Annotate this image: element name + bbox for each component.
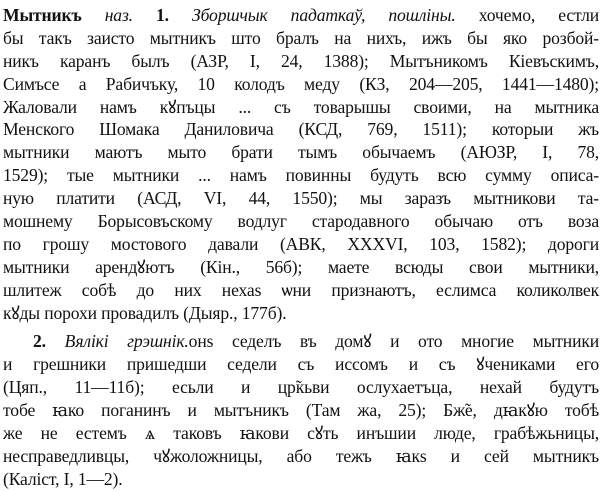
sense-gloss-2: Вялікі грэшнік. bbox=[64, 331, 189, 352]
sense-number-2: 2. bbox=[33, 331, 46, 352]
entry-line-3: никъ каранъ былъ (АЗР, I, 24, 1388); Мытъникомъ Кіевъскимъ, bbox=[3, 50, 599, 71]
entry-line-10: мошнему Борысовъскому водлуг стародавного обычаю отъ воза bbox=[3, 211, 599, 232]
entry-line-12: мытники арендꙋютъ (Кін., 56б); маете всюды свои мытники, bbox=[3, 256, 599, 277]
entry-line-8: 1529); тые мытники ... намъ повинны будуть всю сумму описа- bbox=[3, 165, 599, 186]
entry-line-1 bbox=[3, 4, 599, 27]
sense2-line-6: несправедливцы, чꙋжоложницы, або тежъ ꙗкѕ и сей мытникъ bbox=[3, 445, 599, 466]
entry-text: хочемо, естли bbox=[478, 5, 600, 25]
entry-line-9: ную платити (АСД, VI, 44, 1550); мы заразъ мытникови та- bbox=[3, 188, 599, 209]
sense2-line-1 bbox=[3, 330, 599, 353]
sense2-line-3: (Цяп., 11—11б); есьли и цр̃кьви ослухаетъца, нехай будутъ bbox=[3, 377, 599, 398]
entry-line-5: Жаловали намъ кꙋпъцы ... съ товарышы своими, на мытника bbox=[3, 96, 599, 117]
entry-line-11: по грошу мостового давали (АВК, XXXVI, 103, 1582); дороги bbox=[3, 233, 599, 254]
sense2-line-7: (Каліст, I, 1—2). bbox=[3, 468, 123, 489]
sense2-text: онѕ седелъ въ домꙋ и ото многие мытники bbox=[188, 331, 599, 352]
entry-line-2: бы такъ заисто мытникъ што бралъ на нихъ, ижъ бы яко розбой- bbox=[3, 27, 599, 48]
entry-line-7: мытники маютъ мыто брати тымъ обычаемъ (АЮЗР, I, 78, bbox=[3, 142, 599, 163]
sense2-line-4: тобе ꙗко поганинъ и мытъникъ (Там жа, 25); Бж̃е, дꙗкꙋю тобѣ bbox=[3, 400, 599, 421]
headword: Мытникъ bbox=[3, 5, 82, 25]
part-of-speech: наз. bbox=[104, 5, 133, 25]
entry-line-13: шлитеж собѣ до них нехаѕ ѡни признаютъ, еслимса коликолвек bbox=[3, 279, 599, 300]
sense2-line-5: же не естемъ ѧ таковъ ꙗкови сꙋть инъшии люде, грабѣжьницы, bbox=[3, 423, 599, 444]
entry-line-14: кꙋды порохи провадилъ (Дыяр., 177б). bbox=[3, 302, 287, 323]
dictionary-entry bbox=[3, 4, 599, 491]
sense-gloss-1: Зборшчык падаткаў, пошліны. bbox=[192, 5, 456, 25]
sense2-line-2: и грешники пришедши седели съ иссомъ и съ ꙋчениками его bbox=[3, 354, 599, 375]
entry-line-6: Менского Шомака Даниловича (КСД, 769, 1511); которыи жъ bbox=[3, 119, 599, 140]
sense-number-1: 1. bbox=[156, 5, 169, 25]
entry-line-4: Симъсе а Рабичъку, 10 колодъ меду (КЗ, 204—205, 1441—1480); bbox=[3, 73, 599, 94]
